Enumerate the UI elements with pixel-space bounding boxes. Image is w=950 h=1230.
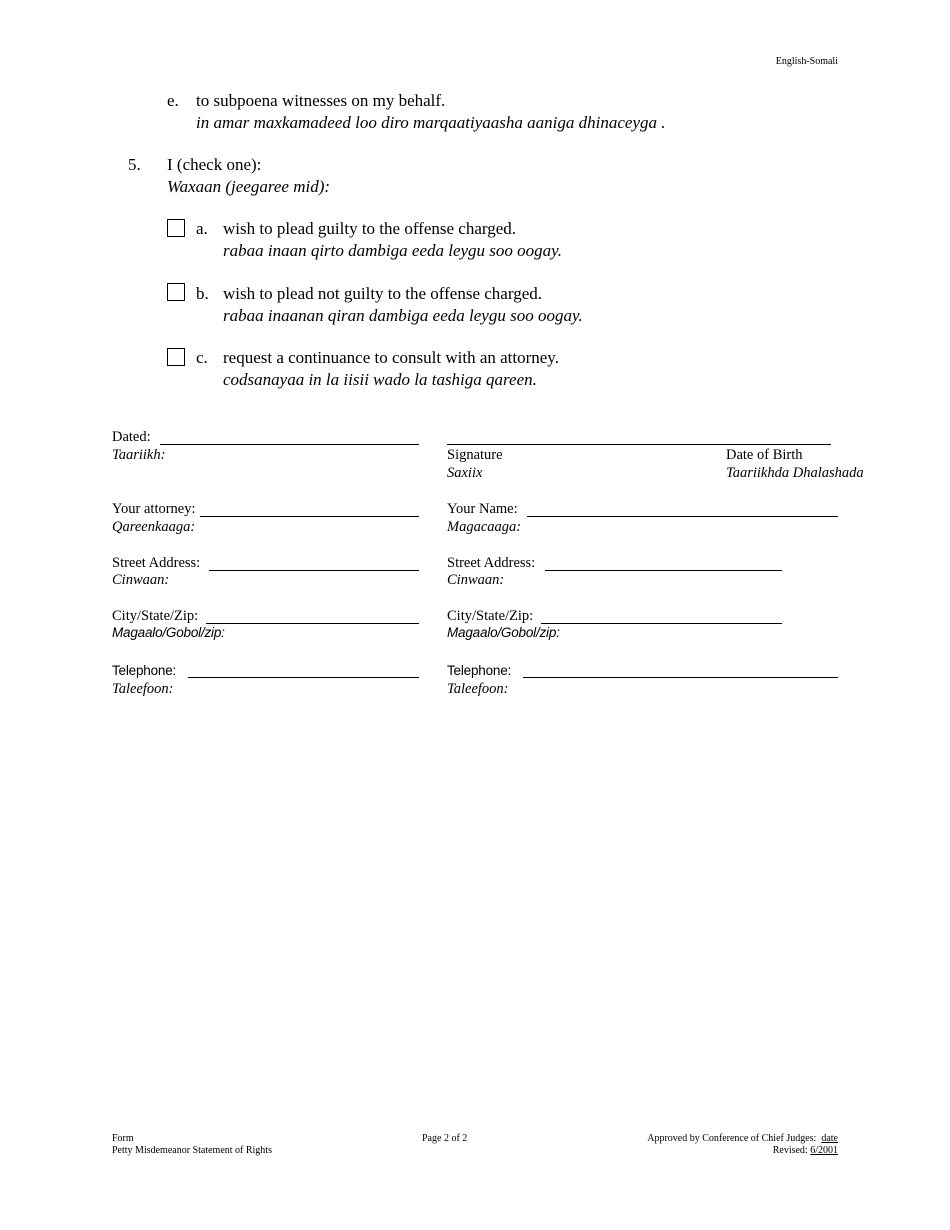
footer-form-title: Petty Misdemeanor Statement of Rights [112, 1145, 272, 1156]
attorney-label: Your attorney: [112, 501, 196, 517]
attorney-phone-label: Telephone: [112, 663, 177, 678]
item-e-english: to subpoena witnesses on my behalf. [196, 91, 446, 110]
checkbox-plead-not-guilty[interactable] [167, 283, 185, 301]
option-b-letter: b. [196, 284, 209, 303]
dated-label-somali: Taariikh: [112, 447, 166, 463]
option-c-english: request a continuance to consult with an attorney. [223, 348, 559, 367]
footer-revised-value: 6/2001 [810, 1145, 838, 1156]
item-5-number: 5. [128, 155, 141, 174]
dob-label-somali: Taariikhda Dhalashada [726, 465, 864, 481]
attorney-street-label-somali: Cinwaan: [112, 572, 170, 588]
checkbox-request-continuance[interactable] [167, 348, 185, 366]
option-b-english: wish to plead not guilty to the offense charged. [223, 284, 542, 303]
footer-approved-label: Approved by Conference of Chief Judges: [647, 1133, 817, 1144]
option-a-somali: rabaa inaan qirto dambiga eeda leygu soo oogay. [223, 241, 563, 260]
option-a-english: wish to plead guilty to the offense charged. [223, 219, 517, 238]
item-5-somali: Waxaan (jeegaree mid): [167, 177, 331, 196]
dated-field[interactable] [160, 444, 419, 445]
attorney-street-label: Street Address: [112, 555, 201, 571]
your-city-label: City/State/Zip: [447, 608, 534, 624]
attorney-phone-field[interactable] [188, 677, 419, 678]
your-name-field[interactable] [527, 516, 838, 517]
attorney-city-label-somali: Magaalo/Gobol/zip: [112, 625, 225, 640]
signature-label: Signature [447, 447, 503, 463]
your-city-field[interactable] [541, 623, 782, 624]
your-street-field[interactable] [545, 570, 782, 571]
option-b-somali: rabaa inaanan qiran dambiga eeda leygu soo oogay. [223, 306, 583, 325]
footer-revised [773, 1145, 838, 1156]
footer-revised-label: Revised: [772, 1145, 808, 1156]
signature-field[interactable] [447, 444, 831, 445]
language-label: English-Somali [775, 56, 838, 67]
your-name-label-somali: Magacaaga: [447, 519, 522, 535]
footer-page-number: Page 2 of 2 [422, 1133, 468, 1144]
attorney-street-field[interactable] [209, 570, 419, 571]
footer-approved-value: date [821, 1133, 838, 1144]
your-name-label: Your Name: [447, 501, 518, 517]
attorney-label-somali: Qareenkaaga: [112, 519, 196, 535]
option-a-letter: a. [196, 219, 208, 238]
checkbox-plead-guilty[interactable] [167, 219, 185, 237]
footer-form-label: Form [112, 1133, 134, 1144]
your-city-label-somali: Magaalo/Gobol/zip: [447, 625, 560, 640]
attorney-city-label: City/State/Zip: [112, 608, 199, 624]
your-street-label: Street Address: [447, 555, 536, 571]
dated-label: Dated: [112, 429, 151, 445]
your-street-label-somali: Cinwaan: [447, 572, 505, 588]
item-5-english: I (check one): [167, 155, 262, 174]
attorney-city-field[interactable] [206, 623, 419, 624]
footer-approved [647, 1133, 838, 1144]
item-e-somali: in amar maxkamadeed loo diro marqaatiyaasha aaniga dhinaceyga . [196, 113, 666, 132]
your-phone-label: Telephone: [447, 663, 512, 678]
dob-label: Date of Birth [726, 447, 803, 463]
attorney-field[interactable] [200, 516, 419, 517]
signature-label-somali: Saxiix [447, 465, 483, 481]
option-c-somali: codsanayaa in la iisii wado la tashiga qareen. [223, 370, 537, 389]
your-phone-field[interactable] [523, 677, 838, 678]
attorney-phone-label-somali: Taleefoon: [112, 681, 174, 697]
your-phone-label-somali: Taleefoon: [447, 681, 509, 697]
option-c-letter: c. [196, 348, 208, 367]
item-e-letter: e. [167, 91, 179, 110]
